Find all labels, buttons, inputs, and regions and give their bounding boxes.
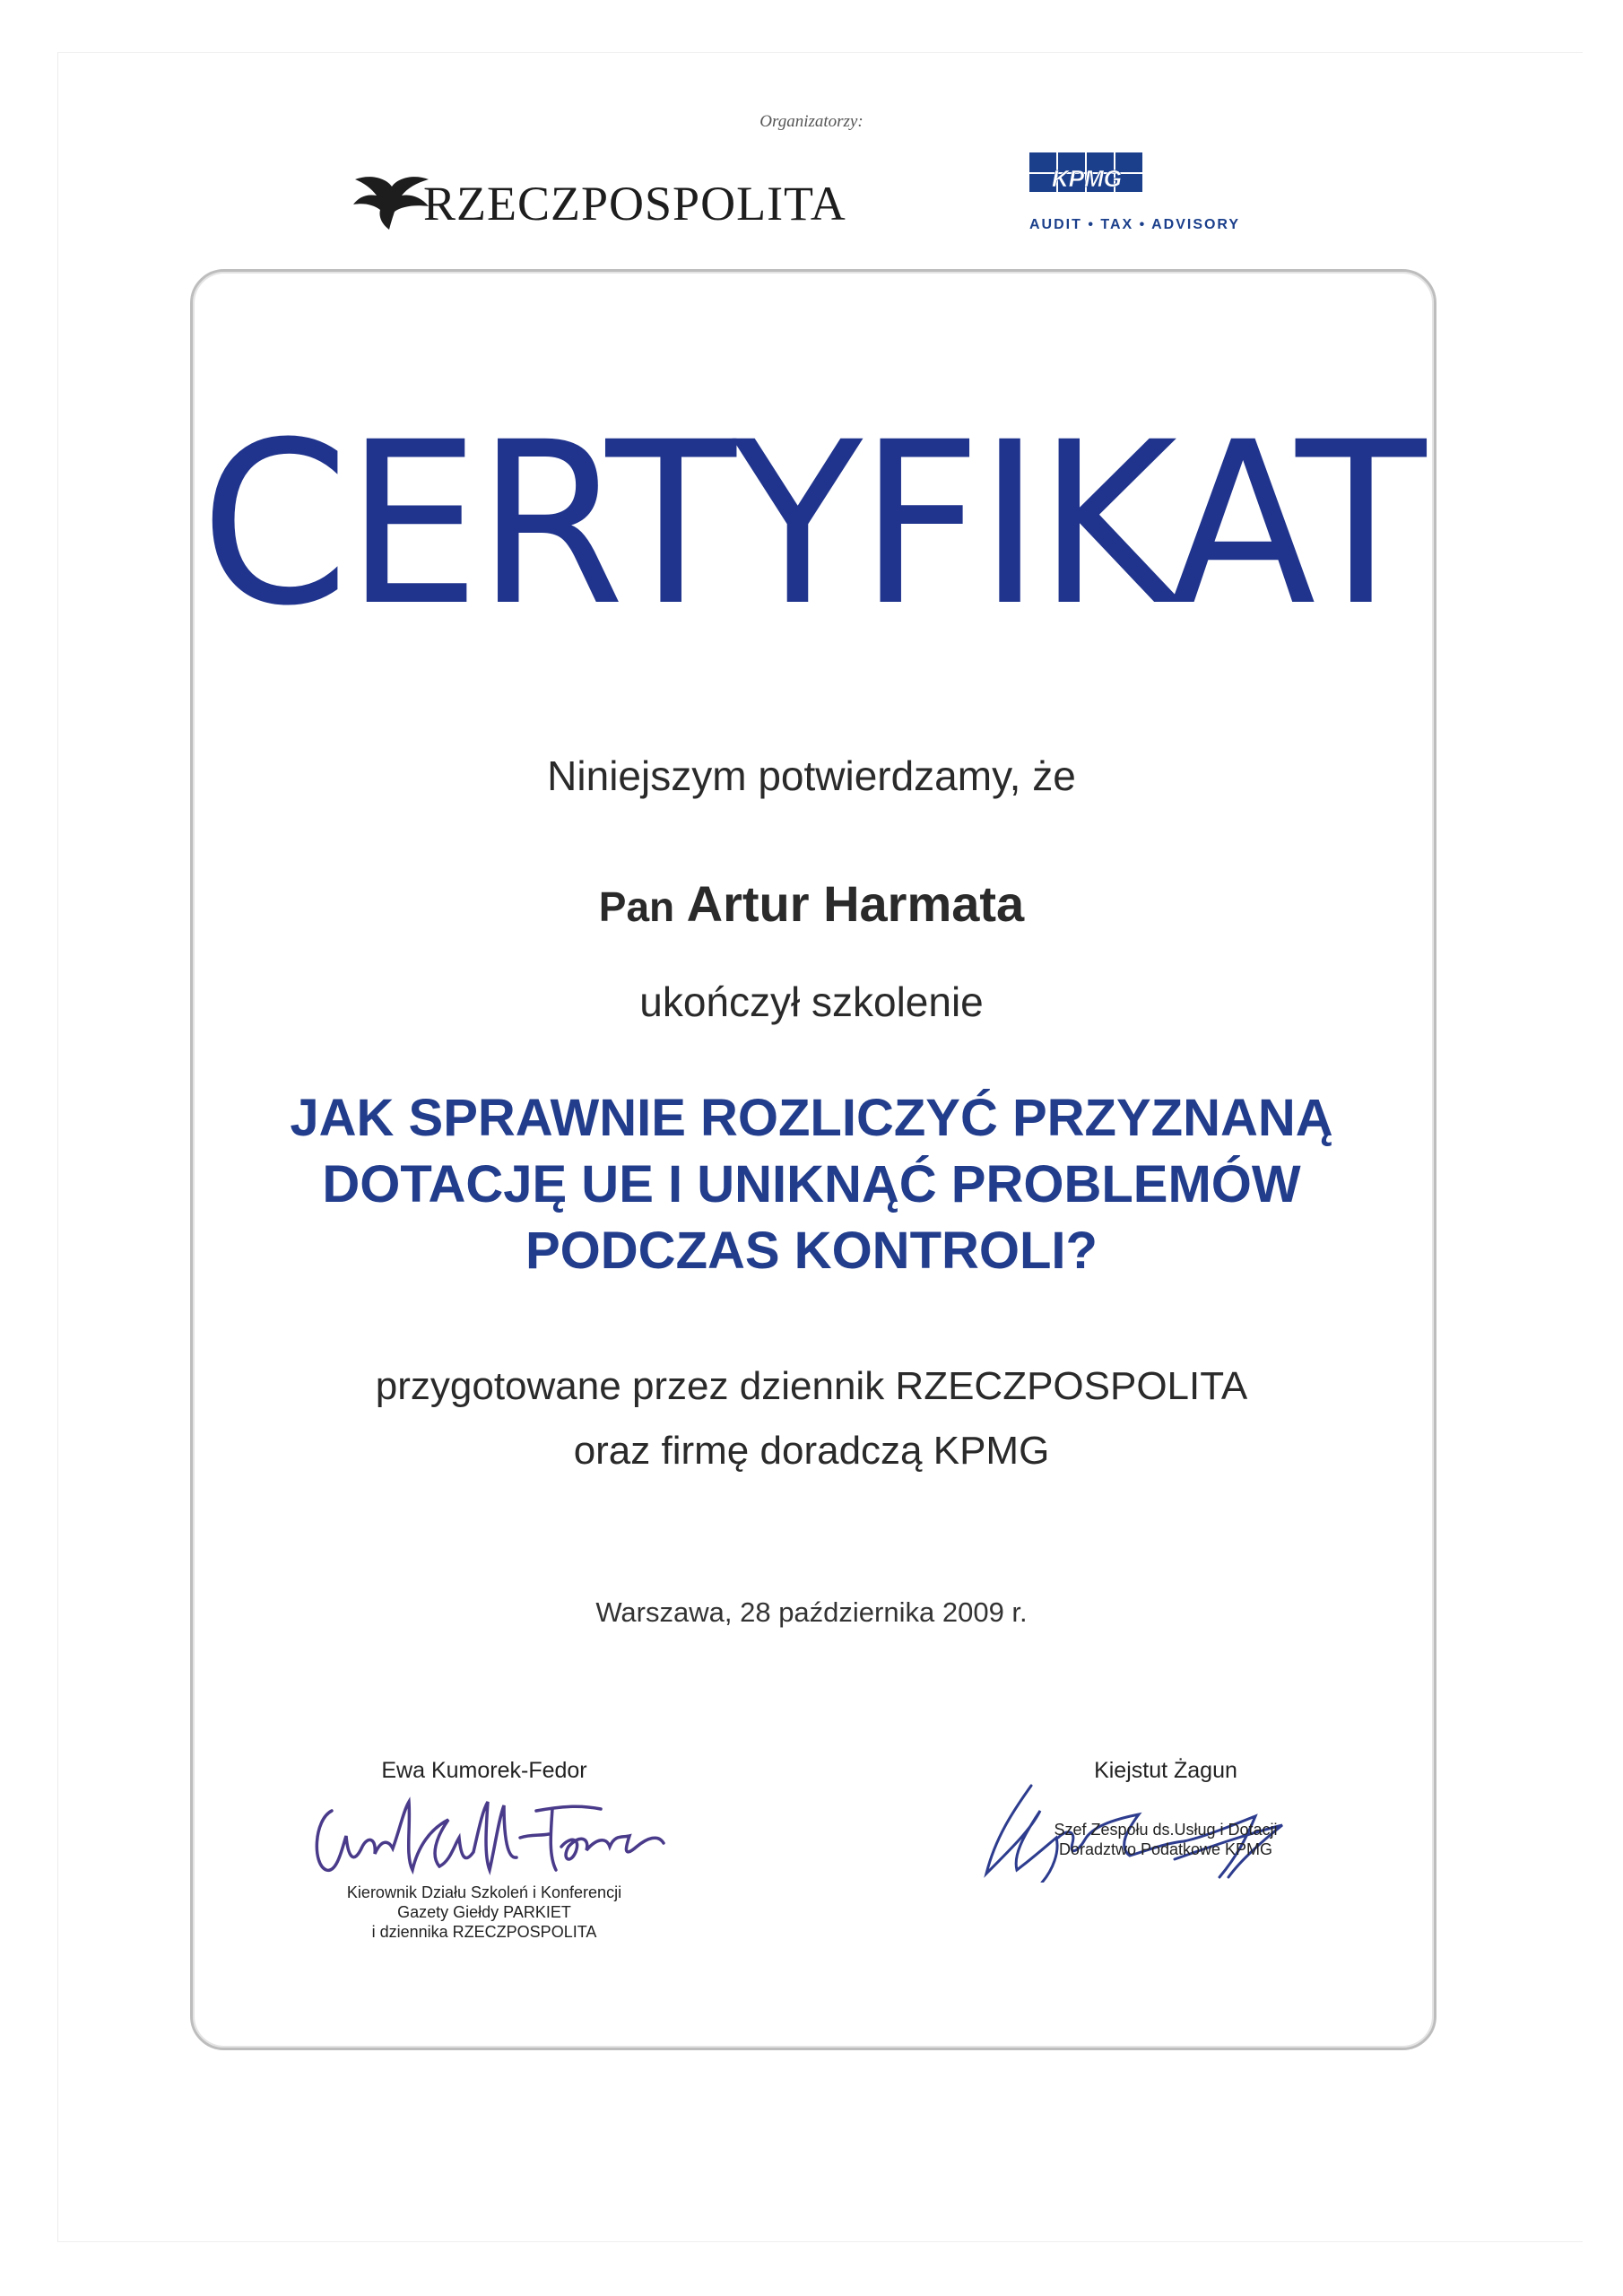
signatory-role xyxy=(287,1883,681,1942)
course-title xyxy=(0,1085,1623,1284)
prepared-by xyxy=(0,1354,1623,1483)
organizers-label: Organizatorzy: xyxy=(759,112,864,131)
kpmg-wordmark: KPMG xyxy=(1052,165,1122,192)
signatory-role-line: i dziennika RZECZPOSPOLITA xyxy=(371,1923,597,1941)
date-place: Warszawa, 28 października 2009 r. xyxy=(595,1596,1028,1628)
signatory-name: Kiejstut Żagun xyxy=(1094,1758,1237,1783)
rzeczpospolita-logo xyxy=(352,170,846,233)
signatory-name: Ewa Kumorek-Fedor xyxy=(381,1758,587,1783)
eagle-icon xyxy=(352,170,432,233)
signatory-role-line: Gazety Giełdy PARKIET xyxy=(397,1903,571,1921)
prepared-line: przygotowane przez dziennik RZECZPOSPOLITA xyxy=(375,1364,1248,1408)
prepared-line: oraz firmę doradczą KPMG xyxy=(573,1429,1050,1473)
signatory-role-line: Doradztwo Podatkowe KPMG xyxy=(1058,1840,1273,1858)
signatory-role-line: Szef Zespołu ds.Usług i Dotacji xyxy=(1054,1821,1278,1839)
kpmg-boxes-icon xyxy=(1029,152,1144,192)
certificate-title: CERTYFIKAT xyxy=(200,394,1423,655)
signatory-role xyxy=(968,1820,1363,1859)
salutation: Pan xyxy=(598,883,675,930)
recipient xyxy=(0,874,1623,933)
confirm-text: Niniejszym potwierdzamy, że xyxy=(547,752,1076,799)
kpmg-logo xyxy=(1029,152,1263,238)
signature-block-left xyxy=(287,1758,681,1942)
recipient-name: Artur Harmata xyxy=(686,875,1025,932)
completed-text: ukończył szkolenie xyxy=(639,978,984,1025)
course-title-line: DOTACJĘ UE I UNIKNĄĆ PROBLEMÓW xyxy=(322,1155,1301,1213)
signatory-role-line: Kierownik Działu Szkoleń i Konferencji xyxy=(346,1883,622,1901)
course-title-line: JAK SPRAWNIE ROZLICZYĆ PRZYZNANĄ xyxy=(290,1089,1333,1147)
signature-block-right xyxy=(968,1758,1363,1859)
rzeczpospolita-wordmark: RZECZPOSPOLITA xyxy=(423,177,846,230)
course-title-line: PODCZAS KONTROLI? xyxy=(525,1222,1098,1280)
kpmg-tagline: AUDIT • TAX • ADVISORY xyxy=(1029,217,1241,232)
handwritten-signature-left xyxy=(296,1784,673,1883)
